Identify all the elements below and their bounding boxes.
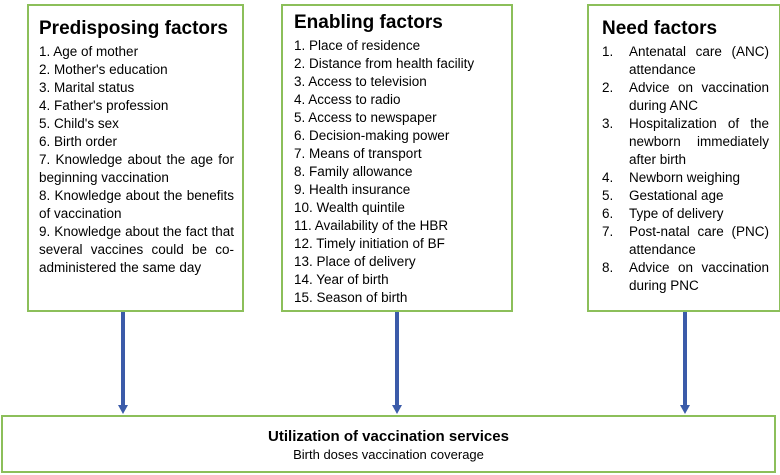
list-item-text: Newborn weighing: [629, 170, 741, 185]
list-item: 8. Knowledge about the benefits of vaccination: [39, 188, 234, 221]
list-item: 7. Knowledge about the age for beginning vaccination: [39, 152, 234, 185]
list-item-number: 8.: [602, 260, 614, 275]
predisposing-factors-list: [39, 43, 234, 277]
list-item: 2. Mother's education: [39, 62, 168, 77]
enabling-factors-list: [294, 37, 503, 307]
list-item: 15. Season of birth: [294, 290, 408, 305]
list-item: [602, 259, 769, 295]
list-item: 11. Availability of the HBR: [294, 218, 449, 233]
list-item: [602, 79, 769, 115]
list-item: 13. Place of delivery: [294, 254, 416, 269]
list-item-text: Antenatal care (ANC) attendance: [629, 44, 769, 77]
list-item-number: 5.: [602, 188, 614, 203]
list-item: 10. Wealth quintile: [294, 200, 405, 215]
enabling-to-outcome-arrow: [392, 312, 402, 414]
list-item-number: 3.: [602, 116, 614, 131]
list-item: [602, 115, 769, 169]
list-item-number: 1.: [602, 44, 614, 59]
list-item: 8. Family allowance: [294, 164, 413, 179]
predisposing-factors-box: [27, 4, 244, 312]
list-item-text: Hospitalization of the newborn immediately after birth: [629, 116, 769, 167]
list-item: [602, 169, 769, 187]
list-item: [602, 223, 769, 259]
list-item: 14. Year of birth: [294, 272, 389, 287]
need-to-outcome-arrow: [680, 312, 690, 414]
list-item: [602, 205, 769, 223]
list-item: 5. Child's sex: [39, 116, 119, 131]
list-item: 12. Timely initiation of BF: [294, 236, 445, 251]
list-item: 9. Knowledge about the fact that several vaccines could be co-administered the same day: [39, 224, 234, 275]
list-item-number: 6.: [602, 206, 614, 221]
list-item-text: Gestational age: [629, 188, 724, 203]
list-item: 4. Father's profession: [39, 98, 169, 113]
list-item: 4. Access to radio: [294, 92, 401, 107]
list-item: 1. Place of residence: [294, 38, 421, 53]
need-factors-title: Need factors: [602, 18, 718, 39]
list-item: 9. Health insurance: [294, 182, 411, 197]
list-item-text: Post-natal care (PNC) attendance: [629, 224, 769, 257]
list-item: 3. Access to television: [294, 74, 427, 89]
list-item: [602, 43, 769, 79]
predisposing-to-outcome-arrow: [118, 312, 128, 414]
list-item: 1. Age of mother: [39, 44, 139, 59]
enabling-factors-box: [281, 4, 513, 312]
list-item: 3. Marital status: [39, 80, 135, 95]
need-factors-list: [602, 43, 769, 295]
list-item-number: 2.: [602, 80, 614, 95]
outcome-subtitle: Birth doses vaccination coverage: [293, 447, 484, 462]
outcome-title: Utilization of vaccination services: [268, 428, 509, 445]
list-item: 6. Decision-making power: [294, 128, 450, 143]
list-item-text: Advice on vaccination during PNC: [629, 260, 769, 293]
list-item-text: Type of delivery: [629, 206, 724, 221]
list-item: 5. Access to newspaper: [294, 110, 437, 125]
list-item-text: Advice on vaccination during ANC: [629, 80, 769, 113]
list-item: 6. Birth order: [39, 134, 118, 149]
list-item: 2. Distance from health facility: [294, 56, 475, 71]
need-factors-box: [587, 4, 780, 312]
list-item-number: 7.: [602, 224, 614, 239]
list-item: [602, 187, 769, 205]
list-item-number: 4.: [602, 170, 614, 185]
list-item: 7. Means of transport: [294, 146, 422, 161]
outcome-box: [1, 415, 776, 473]
predisposing-factors-title: Predisposing factors: [39, 18, 228, 39]
enabling-factors-title: Enabling factors: [294, 12, 443, 33]
